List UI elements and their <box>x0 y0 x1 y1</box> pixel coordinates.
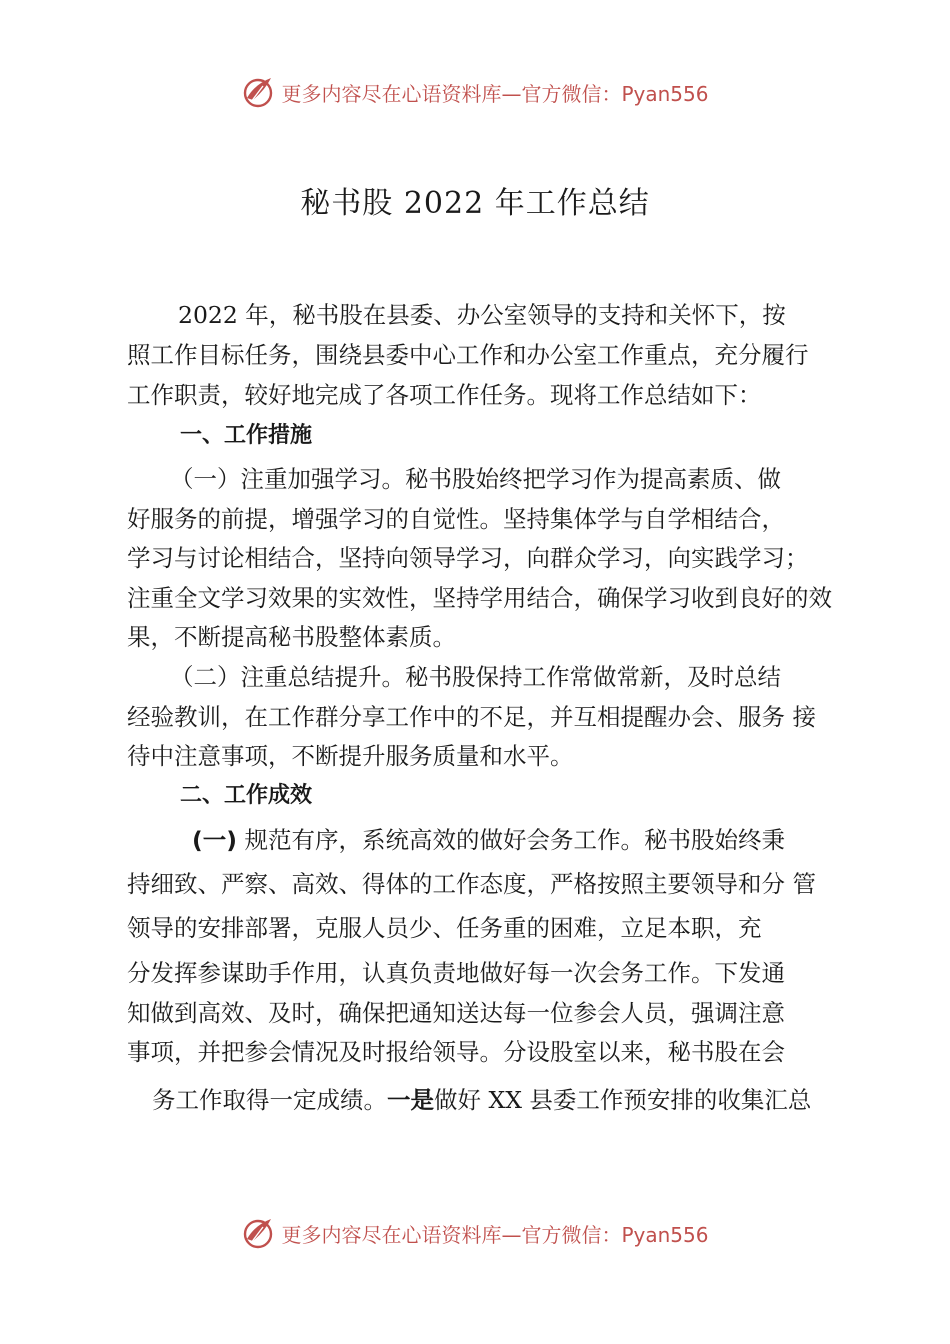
paragraph-line: 持细致、严察、高效、得体的工作态度，严格按照主要领导和分 管 <box>127 870 816 898</box>
paragraph-line: 果，不断提高秘书股整体素质。 <box>127 623 456 651</box>
quill-logo-icon <box>241 1215 277 1251</box>
paragraph-text: 做好 XX 县委工作预安排的收集汇总 <box>434 1086 812 1114</box>
paragraph-line: 工作职责，较好地完成了各项工作任务。现将工作总结如下： <box>127 381 762 409</box>
section-heading: 一、工作措施 <box>180 423 313 448</box>
emphasis-text: 一是 <box>387 1086 434 1114</box>
paragraph-line: 待中注意事项，不断提升服务质量和水平。 <box>127 742 574 770</box>
paragraph-line: 领导的安排部署，克服人员少、任务重的困难，立足本职，充 <box>127 914 762 942</box>
paragraph-line: 注重全文学习效果的实效性，坚持学用结合，确保学习收到良好的效 <box>127 584 832 612</box>
paragraph-line: 分发挥参谋助手作用，认真负责地做好每一次会务工作。下发通 <box>127 959 785 987</box>
subsection-text: 规范有序，系统高效的做好会务工作。秘书股始终秉 <box>244 826 785 854</box>
paragraph-line: 照工作目标任务，围绕县委中心工作和办公室工作重点，充分履行 <box>127 341 809 369</box>
quill-logo-icon <box>241 74 277 110</box>
footer-watermark <box>0 1213 950 1253</box>
paragraph-line: 好服务的前提，增强学习的自觉性。坚持集体学与自学相结合， <box>127 505 785 533</box>
paragraph-line: 知做到高效、及时，确保把通知送达每一位参会人员，强调注意 <box>127 999 785 1027</box>
watermark-text: 更多内容尽在心语资料库—官方微信：Pyan556 <box>281 1222 709 1247</box>
document-title: 秘书股 2022 年工作总结 <box>300 186 650 221</box>
paragraph-line <box>152 1082 811 1118</box>
paragraph-line <box>192 822 785 858</box>
paragraph-line: 学习与讨论相结合，坚持向领导学习，向群众学习，向实践学习； <box>127 544 809 572</box>
section-heading: 二、工作成效 <box>180 783 313 808</box>
paragraph-line: （一）注重加强学习。秘书股始终把学习作为提高素质、做 <box>170 465 781 493</box>
subsection-number: (一) <box>192 826 237 854</box>
paragraph-text: 务工作取得一定成绩。 <box>152 1086 387 1114</box>
watermark-text: 更多内容尽在心语资料库—官方微信：Pyan556 <box>281 81 709 106</box>
paragraph-line: 2022 年，秘书股在县委、办公室领导的支持和关怀下，按 <box>178 301 786 329</box>
paragraph-line: （二）注重总结提升。秘书股保持工作常做常新，及时总结 <box>170 663 781 691</box>
header-watermark <box>0 72 950 112</box>
paragraph-line: 经验教训，在工作群分享工作中的不足，并互相提醒办会、服务 接 <box>127 703 816 731</box>
paragraph-line: 事项，并把参会情况及时报给领导。分设股室以来，秘书股在会 <box>127 1038 785 1066</box>
